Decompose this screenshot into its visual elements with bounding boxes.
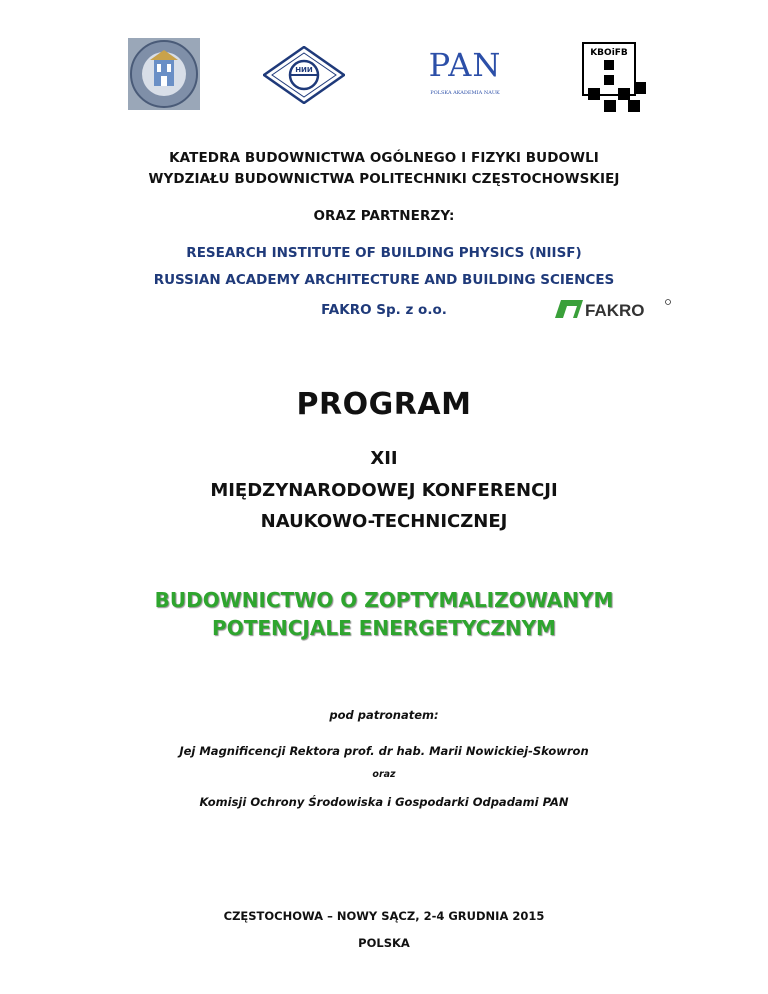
theme-line-2: POTENCJALE ENERGETYCZNYM	[212, 616, 556, 640]
pan-logo	[425, 48, 505, 104]
university-emblem-logo	[128, 38, 200, 110]
conference-name-line-2: NAUKOWO-TECHNICZNEJ	[260, 511, 508, 532]
diamond-association-logo	[263, 46, 345, 104]
partners-label: ORAZ PARTNERZY:	[313, 208, 455, 224]
patronage-and: oraz	[372, 769, 396, 780]
fakro-logo	[555, 298, 673, 320]
patronage-commission: Komisji Ochrony Środowiska i Gospodarki Odpadami PAN	[199, 795, 569, 809]
kboifb-logo-text: KBOiFB	[590, 48, 628, 58]
department-line-1: KATEDRA BUDOWNICTWA OGÓLNEGO I FIZYKI BUDOWLI	[169, 150, 599, 166]
program-title: PROGRAM	[296, 387, 472, 422]
place-and-date: CZĘSTOCHOWA – NOWY SĄCZ, 2-4 GRUDNIA 2015	[223, 909, 545, 923]
patronage-rector: Jej Magnificencji Rektora prof. dr hab. Marii Nowickiej-Skowron	[179, 744, 589, 758]
theme-line-1: BUDOWNICTWO O ZOPTYMALIZOWANYM	[154, 588, 614, 612]
pan-logo-text: PAN	[428, 46, 502, 84]
partner-niisf: RESEARCH INSTITUTE OF BUILDING PHYSICS (NIISF)	[186, 245, 582, 261]
conference-edition: XII	[370, 448, 398, 469]
fakro-logo-text: FAKRO	[585, 301, 645, 320]
country: POLSKA	[358, 936, 410, 950]
kboifb-logo	[582, 42, 654, 112]
pan-logo-subtitle: POLSKA AKADEMIA NAUK	[430, 90, 500, 96]
conference-name-line-1: MIĘDZYNARODOWEJ KONFERENCJI	[210, 480, 558, 501]
logo-row	[0, 38, 768, 113]
svg-text:НИИ: НИИ	[295, 66, 313, 74]
partner-fakro: FAKRO Sp. z o.o.	[321, 302, 447, 318]
department-line-2: WYDZIAŁU BUDOWNICTWA POLITECHNIKI CZĘSTOCHOWSKIEJ	[148, 171, 620, 187]
patronage-label: pod patronatem:	[329, 708, 439, 722]
partner-russian-academy: RUSSIAN ACADEMY ARCHITECTURE AND BUILDING SCIENCES	[153, 272, 615, 288]
